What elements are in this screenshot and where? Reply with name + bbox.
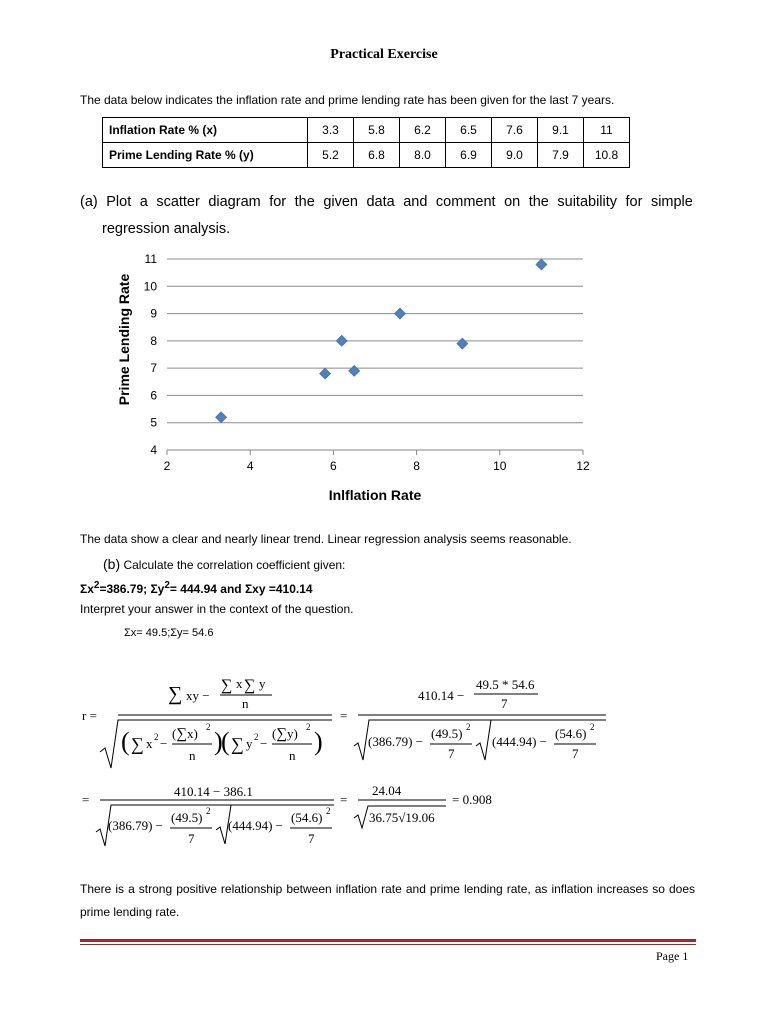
open-paren: ( bbox=[221, 727, 230, 756]
footer-rule bbox=[80, 939, 696, 945]
question-a-word: data bbox=[366, 194, 395, 210]
table-cell: 7.6 bbox=[492, 118, 538, 143]
exponent: 2 bbox=[590, 722, 595, 732]
data-point bbox=[320, 368, 331, 379]
table-cell: 3.3 bbox=[308, 118, 354, 143]
sum-symbol: ∑ bbox=[168, 683, 183, 705]
extra-sums: Σx= 49.5;Σy= 54.6 bbox=[124, 627, 214, 639]
result-value: = 0.908 bbox=[452, 792, 492, 807]
step3-numerator: 24.04 bbox=[372, 783, 402, 798]
step2-numerator: 410.14 − 386.1 bbox=[174, 784, 253, 799]
table-cell: 5.8 bbox=[354, 118, 400, 143]
question-a-word: diagram bbox=[208, 194, 261, 210]
table-cell: 11 bbox=[584, 118, 630, 143]
seven: 7 bbox=[448, 746, 455, 761]
table-cell: 6.2 bbox=[400, 118, 446, 143]
sum-y2-symbol: Σy bbox=[150, 582, 165, 596]
sum-xy-value: Σxy =410.14 bbox=[244, 582, 313, 596]
x2-term: x bbox=[146, 736, 153, 751]
x-tick-label: 12 bbox=[576, 459, 590, 473]
question-a-word: the bbox=[528, 194, 549, 210]
question-a-word: a bbox=[139, 194, 148, 210]
sub-den-y: (444.94) − bbox=[228, 818, 283, 833]
data-point bbox=[349, 365, 360, 376]
exponent: 2 bbox=[206, 806, 211, 816]
seven: 7 bbox=[572, 746, 579, 761]
seven: 7 bbox=[188, 831, 195, 846]
sum-x2-value: =386.79; bbox=[99, 582, 151, 596]
r-label: r = bbox=[82, 708, 97, 723]
sum-y2-value: = 444.94 and bbox=[169, 582, 245, 596]
row-label: Prime Lending Rate % (y) bbox=[103, 143, 308, 168]
question-a-word: for bbox=[625, 194, 643, 210]
question-a-word: comment bbox=[435, 194, 496, 210]
xy-term: xy − bbox=[186, 688, 210, 703]
sub-den-y: (444.94) − bbox=[492, 734, 547, 749]
table-cell: 9.1 bbox=[538, 118, 584, 143]
minus-sign: − bbox=[260, 736, 268, 751]
row-label: Inflation Rate % (x) bbox=[103, 118, 308, 143]
n-term: n bbox=[242, 696, 249, 711]
table-cell: 5.2 bbox=[308, 143, 354, 168]
x-term: x bbox=[236, 676, 243, 691]
table-cell: 6.9 bbox=[446, 143, 492, 168]
n-term: n bbox=[289, 748, 296, 763]
scatter-chart bbox=[110, 245, 600, 510]
table-cell: 10.8 bbox=[584, 143, 630, 168]
table-cell: 6.8 bbox=[354, 143, 400, 168]
open-paren: ( bbox=[121, 727, 130, 756]
x-tick-label: 8 bbox=[413, 459, 420, 473]
exponent: 2 bbox=[466, 722, 471, 732]
x-tick-label: 2 bbox=[163, 459, 171, 473]
exponent: 2 bbox=[326, 806, 331, 816]
y-tick-label: 7 bbox=[150, 361, 157, 376]
conclusion-text: There is a strong positive relationship between inflation rate and prime lending rate, as inflation increases so does prime lending rate. bbox=[80, 882, 695, 919]
interpret-text: Interpret your answer in the context of the question. bbox=[80, 602, 354, 616]
question-a bbox=[80, 189, 693, 243]
y-tick-label: 5 bbox=[150, 415, 157, 430]
seven: 7 bbox=[501, 696, 508, 711]
equals-sign: = bbox=[82, 792, 90, 807]
x-tick-label: 6 bbox=[330, 459, 337, 473]
question-a-word: the bbox=[294, 194, 315, 210]
page-number: Page 1 bbox=[656, 949, 689, 963]
exponent: 2 bbox=[306, 722, 311, 732]
sum-y-value: (54.6) bbox=[291, 810, 323, 825]
sum-x-value: (49.5) bbox=[431, 726, 463, 741]
sum-x2-exponent: 2 bbox=[93, 580, 100, 591]
intro-text: The data below indicates the inflation rate and prime lending rate has been given for the last 7 years. bbox=[80, 93, 615, 107]
data-table bbox=[102, 117, 630, 168]
question-a-word: Plot bbox=[106, 194, 132, 210]
table-cell: 8.0 bbox=[400, 143, 446, 168]
question-a-word: scatter bbox=[156, 194, 200, 210]
sum-y-value: (54.6) bbox=[555, 726, 587, 741]
minus-sign: − bbox=[160, 736, 168, 751]
correlation-formula bbox=[78, 668, 698, 868]
table-cell: 9.0 bbox=[492, 143, 538, 168]
x-axis-title: Inlflation Rate bbox=[328, 487, 422, 503]
question-a-line2: regression analysis. bbox=[102, 221, 231, 237]
question-a-word: simple bbox=[650, 194, 693, 210]
comment-text: The data show a clear and nearly linear trend. Linear regression analysis seems reasonable. bbox=[80, 532, 572, 546]
data-point bbox=[457, 338, 468, 349]
question-a-word: (a) bbox=[80, 194, 98, 210]
question-a-word: on bbox=[504, 194, 521, 210]
sqrt-sign bbox=[476, 720, 491, 760]
footer-rule-thick bbox=[80, 939, 696, 942]
page-title: Practical Exercise bbox=[330, 47, 438, 62]
sum-x-value: (49.5) bbox=[171, 810, 203, 825]
question-b bbox=[103, 556, 345, 572]
question-a-word: given bbox=[323, 194, 358, 210]
data-point bbox=[216, 412, 227, 423]
sum-symbol: ∑ bbox=[131, 734, 144, 754]
y-tick-label: 10 bbox=[143, 279, 157, 294]
equals-sign: = bbox=[340, 708, 348, 723]
question-a-line1 bbox=[80, 189, 693, 216]
question-a-word: and bbox=[403, 194, 428, 210]
y-term: y bbox=[259, 676, 266, 691]
given-sums bbox=[80, 580, 313, 596]
seven: 7 bbox=[308, 831, 315, 846]
close-paren: ) bbox=[214, 727, 223, 756]
close-paren: ) bbox=[314, 727, 323, 756]
y-tick-label: 9 bbox=[150, 306, 157, 321]
table-row bbox=[103, 143, 630, 168]
x-tick-label: 10 bbox=[493, 459, 507, 473]
sum-symbol: ∑ bbox=[231, 734, 244, 754]
table-row bbox=[103, 118, 630, 143]
sub-den-x: (386.79) − bbox=[108, 818, 163, 833]
exponent: 2 bbox=[154, 732, 159, 742]
n-term: n bbox=[189, 748, 196, 763]
data-point bbox=[336, 335, 347, 346]
question-b-label: (b) bbox=[103, 556, 121, 572]
sum-symbol: ∑ bbox=[244, 677, 256, 694]
y-tick-label: 11 bbox=[144, 252, 157, 266]
paren-sum-x: (∑x) bbox=[172, 726, 198, 742]
sum-symbol: ∑ bbox=[221, 677, 233, 694]
footer-rule-thin bbox=[80, 944, 696, 945]
sub-numerator: 410.14 − bbox=[418, 688, 465, 703]
question-a-word: for bbox=[269, 194, 287, 210]
table-cell: 6.5 bbox=[446, 118, 492, 143]
step3-denominator: 36.75√19.06 bbox=[369, 810, 435, 825]
sub-fraction-num: 49.5 * 54.6 bbox=[476, 677, 535, 692]
table-cell: 7.9 bbox=[538, 143, 584, 168]
equals-sign: = bbox=[340, 792, 348, 807]
y2-term: y bbox=[246, 736, 253, 751]
y-tick-label: 4 bbox=[150, 443, 157, 457]
y-axis-title: Prime Lending Rate bbox=[116, 273, 132, 406]
data-point bbox=[394, 308, 405, 319]
sub-den-x: (386.79) − bbox=[368, 734, 423, 749]
exponent: 2 bbox=[206, 722, 211, 732]
question-b-text: Calculate the correlation coefficient given: bbox=[123, 558, 346, 572]
question-a-word: suitability bbox=[557, 194, 618, 210]
data-point bbox=[536, 259, 547, 270]
exponent: 2 bbox=[254, 732, 259, 742]
y-tick-label: 8 bbox=[150, 333, 157, 348]
y-tick-label: 6 bbox=[150, 388, 157, 403]
x-tick-label: 4 bbox=[246, 459, 254, 473]
paren-sum-y: (∑y) bbox=[272, 726, 298, 742]
sum-y2-exponent: 2 bbox=[164, 580, 170, 591]
sum-x2-symbol: Σx bbox=[80, 582, 94, 596]
